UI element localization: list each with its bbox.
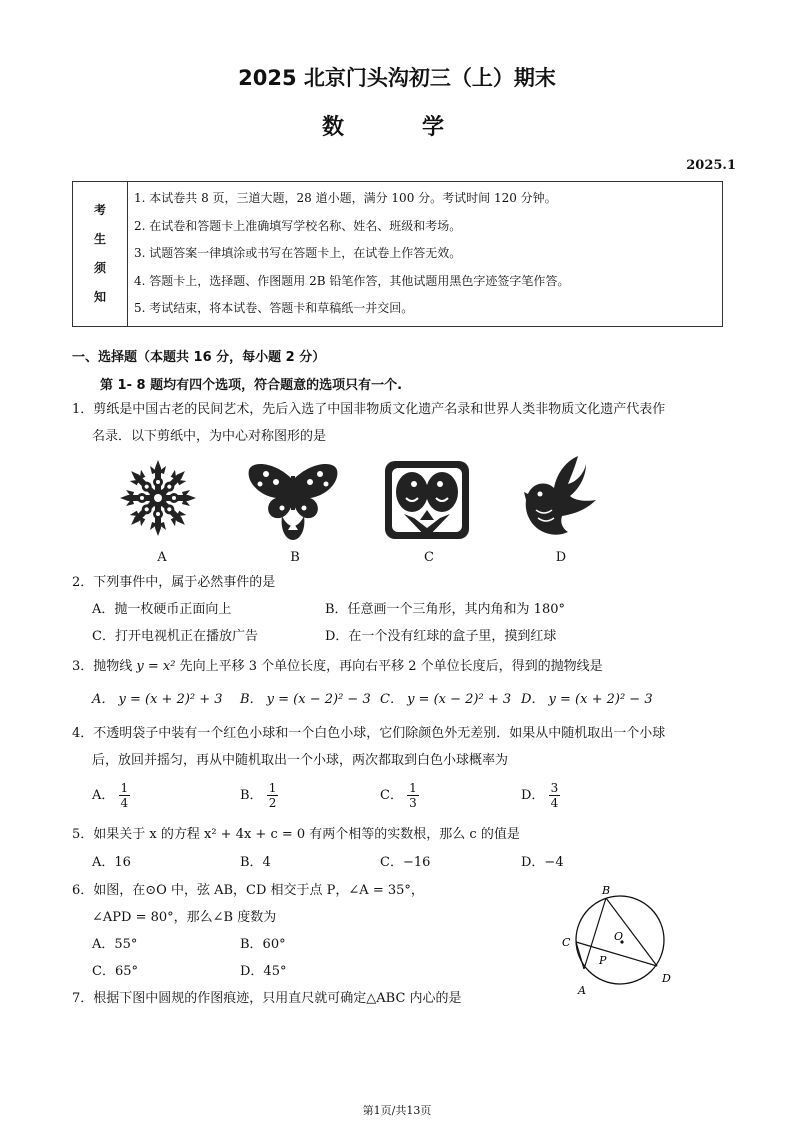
denominator: 4 xyxy=(550,796,559,810)
denominator: 2 xyxy=(268,796,277,810)
label-c: C xyxy=(562,936,571,949)
q4-option-b xyxy=(240,781,278,810)
q6-option-c: C．65° xyxy=(92,964,138,979)
numerator: 1 xyxy=(409,781,417,795)
numerator: 3 xyxy=(550,781,559,795)
page-title: 2025 北京门头沟初三（上）期末 xyxy=(238,66,556,90)
numerator: 1 xyxy=(268,781,277,795)
q6-option-a: A．55° xyxy=(92,937,138,952)
swallow-papercut-icon xyxy=(518,452,602,542)
q1-label-b: B xyxy=(290,550,300,565)
q4-option-d xyxy=(521,781,560,810)
snowflake-papercut-icon xyxy=(116,456,200,540)
q7-stem: 7．根据下图中圆规的作图痕迹，只用直尺就可确定△ABC 内心的是 xyxy=(72,991,462,1006)
q4-option-letter: D． xyxy=(521,788,545,803)
section-instruction: 第 1- 8 题均有四个选项，符合题意的选项只有一个. xyxy=(100,378,403,393)
label-o: O xyxy=(614,930,624,943)
exam-date: 2025.1 xyxy=(686,158,736,173)
q2-option-d: D．在一个没有红球的盒子里，摸到红球 xyxy=(325,629,557,644)
q4-option-letter: C． xyxy=(380,788,403,803)
notice-item: 1. 本试卷共 8 页，三道大题，28 道小题，满分 100 分。考试时间 120 分钟。 xyxy=(134,191,557,205)
q5-stem: 5．如果关于 x 的方程 x² + 4x + c = 0 有两个相等的实数根，那么 c 的值是 xyxy=(72,827,520,842)
q5-option-a: A．16 xyxy=(92,855,131,870)
circle-chords-figure xyxy=(556,882,682,998)
q3-stem xyxy=(72,657,603,677)
q1-label-a: A xyxy=(157,550,167,565)
notice-item: 5. 考试结束，将本试卷、答题卡和草稿纸一并交回。 xyxy=(134,301,414,315)
q5-option-d: D．−4 xyxy=(521,855,564,870)
q1-line2: 名录．以下剪纸中，为中心对称图形的是 xyxy=(92,429,327,444)
notice-item: 4. 答题卡上，选择题、作图题用 2B 铅笔作答，其他试题用黑色字迹签字笔作答。 xyxy=(134,273,570,288)
q4-line2: 后，放回并摇匀，再从中随机取出一个小球，两次都取到白色小球概率为 xyxy=(92,753,509,768)
denominator: 3 xyxy=(409,796,417,810)
q1-line1: 1．剪纸是中国古老的民间艺术，先后入选了中国非物质文化遗产名录和世界人类非物质文化遗产代表作 xyxy=(72,402,666,417)
label-a: A xyxy=(578,984,586,997)
notice-label-char: 考 xyxy=(93,202,106,217)
q5-option-b: B．4 xyxy=(240,855,271,870)
q3-option-a: A． y = (x + 2)² + 3 xyxy=(92,692,223,707)
q5-option-c: C．−16 xyxy=(380,855,431,870)
fraction xyxy=(407,781,419,810)
q6-option-b: B．60° xyxy=(240,937,286,952)
notice-item: 3. 试题答案一律填涂或书写在答题卡上，在试卷上作答无效。 xyxy=(134,246,462,260)
q1-label-c: C xyxy=(424,550,434,565)
butterfly-papercut-icon xyxy=(246,460,340,542)
q3-option-b: B． y = (x − 2)² − 3 xyxy=(240,692,371,707)
q2-option-a: A．抛一枚硬币正面向上 xyxy=(92,602,232,617)
q2-option-c: C．打开电视机正在播放广告 xyxy=(92,629,258,644)
numerator: 1 xyxy=(120,781,129,795)
fraction xyxy=(119,781,131,810)
q6-line2: ∠APD = 80°，那么∠B 度数为 xyxy=(92,910,277,925)
subject-title: 数 学 xyxy=(321,115,472,140)
q2-option-b: B．任意画一个三角形，其内角和为 180° xyxy=(325,602,565,617)
fraction xyxy=(267,781,279,810)
label-b: B xyxy=(602,884,611,897)
q3-option-d: D． y = (x + 2)² − 3 xyxy=(521,692,653,707)
label-d: D xyxy=(662,972,671,985)
q4-option-c xyxy=(380,781,419,810)
q6-line1: 6．如图，在⊙O 中，弦 AB，CD 相交于点 P，∠A = 35°， xyxy=(72,883,424,898)
q3-option-c: C． y = (x − 2)² + 3 xyxy=(380,692,512,707)
notice-label-char: 须 xyxy=(93,260,106,275)
notice-label-char: 生 xyxy=(93,231,106,246)
label-p: P xyxy=(599,954,607,967)
q4-line1: 4．不透明袋子中装有一个红色小球和一个白色小球，它们除颜色外无差别．如果从中随机取出一个小球 xyxy=(72,726,666,741)
notice-items xyxy=(128,182,723,327)
q4-option-letter: A． xyxy=(92,788,115,803)
fish-papercut-icon xyxy=(382,458,472,542)
q3-stem-formula: y = x² xyxy=(136,659,176,674)
q1-label-d: D xyxy=(555,550,567,565)
q3-stem-post: 先向上平移 3 个单位长度，再向右平移 2 个单位长度后，得到的抛物线是 xyxy=(175,659,603,674)
segment-ca xyxy=(576,942,584,969)
notice-label xyxy=(73,182,128,327)
denominator: 4 xyxy=(120,796,129,810)
q4-option-letter: B． xyxy=(240,788,263,803)
notice-item: 2. 在试卷和答题卡上准确填写学校名称、姓名、班级和考场。 xyxy=(134,218,462,233)
q3-stem-pre: 3．抛物线 xyxy=(72,659,137,674)
fraction xyxy=(549,781,561,810)
notice-label-char: 知 xyxy=(93,289,106,304)
section-heading: 一、选择题（本题共 16 分，每小题 2 分） xyxy=(72,350,326,365)
q4-option-a xyxy=(92,781,130,810)
notice-table xyxy=(72,181,723,327)
q6-option-d: D．45° xyxy=(240,964,287,979)
q2-stem: 2．下列事件中，属于必然事件的是 xyxy=(72,575,276,590)
page-footer: 第1页/共13页 xyxy=(362,1104,432,1117)
